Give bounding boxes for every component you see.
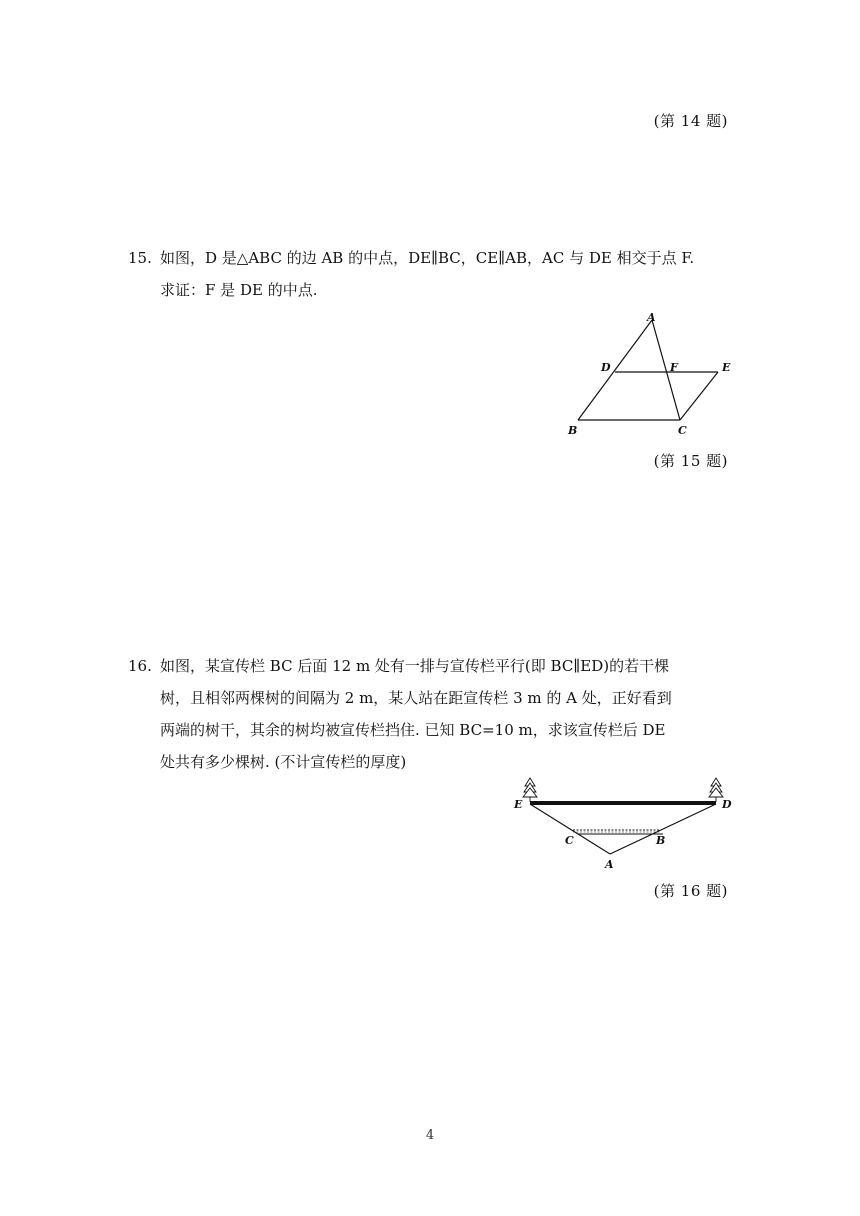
label-d: D bbox=[722, 798, 732, 811]
label-b: B bbox=[568, 424, 578, 437]
label-d: D bbox=[601, 361, 611, 374]
segment-ab bbox=[578, 320, 652, 420]
problem-15-line-2: 求证：F 是 DE 的中点. bbox=[160, 281, 318, 299]
problem-16-number: 16. bbox=[128, 657, 152, 675]
label-e: E bbox=[722, 361, 731, 374]
problem-16-line-3: 两端的树干，其余的树均被宣传栏挡住. 已知 BC=10 m，求该宣传栏后 DE bbox=[160, 721, 666, 739]
caption-q14: (第 14 题) bbox=[653, 112, 728, 130]
label-e: E bbox=[514, 798, 523, 811]
figure-15 bbox=[560, 308, 750, 440]
caption-q15: (第 15 题) bbox=[653, 452, 728, 470]
tree-icon-left bbox=[523, 778, 537, 802]
problem-16-line-2: 树，且相邻两棵树的间隔为 2 m，某人站在距宣传栏 3 m 的 A 处，正好看到 bbox=[160, 689, 672, 707]
problem-15-number: 15. bbox=[128, 249, 152, 267]
problem-16-line-1: 16. 如图，某宣传栏 BC 后面 12 m 处有一排与宣传栏平行(即 BC∥ED)的若干棵 bbox=[128, 650, 738, 682]
figure-16 bbox=[510, 774, 740, 872]
label-a: A bbox=[647, 311, 656, 324]
label-f: F bbox=[670, 361, 678, 374]
problem-16 bbox=[128, 650, 738, 778]
problem-15-line-1: 15. 如图，D 是△ABC 的边 AB 的中点，DE∥BC，CE∥AB，AC 与 DE 相交于点 F. bbox=[128, 242, 738, 274]
label-b: B bbox=[656, 834, 666, 847]
segment-ce bbox=[680, 372, 718, 420]
problem-15 bbox=[128, 242, 738, 306]
problem-16-line-4: 处共有多少棵树. (不计宣传栏的厚度) bbox=[160, 753, 407, 771]
page-number: 4 bbox=[425, 1128, 435, 1143]
caption-q16: (第 16 题) bbox=[653, 882, 728, 900]
label-a: A bbox=[605, 858, 614, 871]
label-c: C bbox=[678, 424, 687, 437]
tree-icon-right bbox=[709, 778, 723, 802]
label-c: C bbox=[565, 834, 574, 847]
